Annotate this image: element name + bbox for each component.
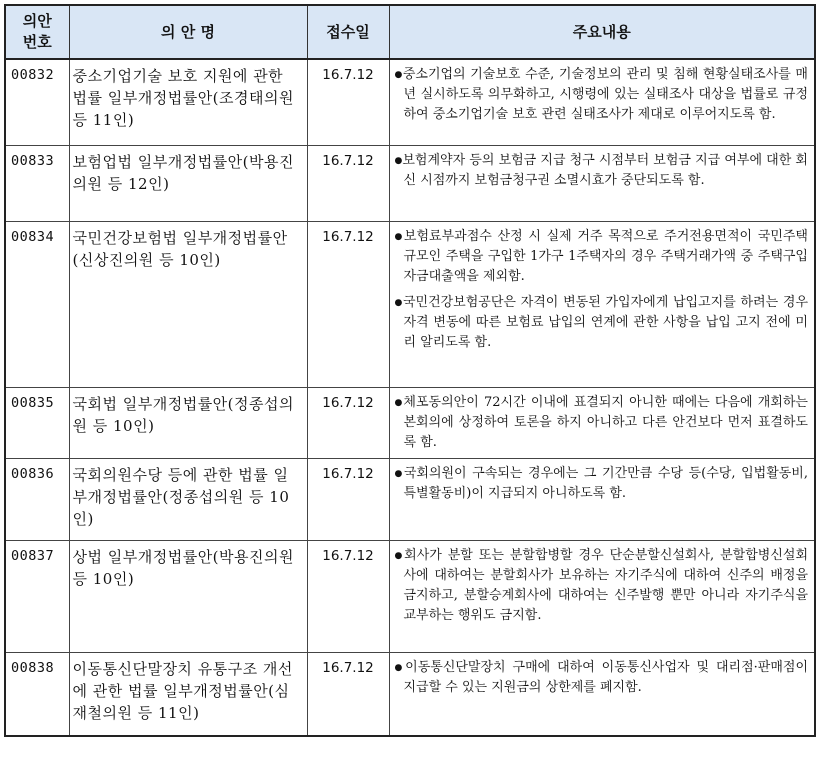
bill-title: 상법 일부개정법률안(박용진의원 등 10인) xyxy=(69,540,307,652)
header-row xyxy=(5,5,815,59)
content-bullet xyxy=(395,65,809,125)
header-bill-title: 의 안 명 xyxy=(69,5,307,59)
bill-content xyxy=(389,221,815,387)
received-date: 16.7.12 xyxy=(307,458,389,540)
content-text: 회사가 분할 또는 분할합병할 경우 단순분할신설회사, 분할합병신설회사에 대하여는 분할회사가 보유하는 자기주식에 대하여 신주의 배정을 금지하고, 분할승계회사에 대하여는 신주발행 뿐만 아니라 자기주식을 교부하는 행위도 금지함. xyxy=(403,547,809,623)
received-date: 16.7.12 xyxy=(307,652,389,736)
bullet-icon: ● xyxy=(394,397,404,408)
bullet-icon: ● xyxy=(394,662,406,673)
bill-number: 00836 xyxy=(5,458,69,540)
header-bill-number-line2: 번호 xyxy=(22,33,52,51)
header-bill-number-line1: 의안 xyxy=(22,12,52,30)
bullet-icon: ● xyxy=(394,468,404,479)
bill-rows xyxy=(5,59,815,736)
content-text: 국회의원이 구속되는 경우에는 그 기간만큼 수당 등(수당, 입법활동비, 특별활동비)이 지급되지 아니하도록 함. xyxy=(403,465,808,501)
content-bullet xyxy=(395,393,809,453)
bill-content xyxy=(389,652,815,736)
table-row xyxy=(5,387,815,458)
bullet-icon: ● xyxy=(394,297,403,308)
received-date: 16.7.12 xyxy=(307,145,389,221)
received-date: 16.7.12 xyxy=(307,59,389,145)
content-text: 보험계약자 등의 보험금 지급 청구 시점부터 보험금 지급 여부에 대한 회신 시점까지 보험금청구권 소멸시효가 중단되도록 함. xyxy=(402,152,808,188)
bill-title: 국민건강보험법 일부개정법률안(신상진의원 등 10인) xyxy=(69,221,307,387)
bill-content xyxy=(389,387,815,458)
bill-title: 보험업법 일부개정법률안(박용진의원 등 12인) xyxy=(69,145,307,221)
content-text: 이동통신단말장치 구매에 대하여 이동통신사업자 및 대리점·판매점이 지급할 수 있는 지원금의 상한제를 폐지함. xyxy=(403,659,808,695)
table-row xyxy=(5,59,815,145)
bill-content xyxy=(389,540,815,652)
bill-table xyxy=(4,4,816,737)
received-date: 16.7.12 xyxy=(307,540,389,652)
bullet-icon: ● xyxy=(394,155,403,166)
table-row xyxy=(5,221,815,387)
bullet-icon: ● xyxy=(394,231,404,242)
content-bullet xyxy=(395,658,809,698)
header-bill-number xyxy=(5,5,69,59)
content-bullet xyxy=(395,151,809,191)
bill-title: 이동통신단말장치 유통구조 개선에 관한 법률 일부개정법률안(심재철의원 등 11인) xyxy=(69,652,307,736)
table-row xyxy=(5,458,815,540)
content-text: 중소기업의 기술보호 수준, 기술정보의 관리 및 침해 현황실태조사를 매년 실시하도록 의무화하고, 시행령에 있는 실태조사 대상을 법률로 규정하여 중소기업기술 보호 관련 실태조사가 제대로 이루어지도록 함. xyxy=(402,67,808,122)
bill-table-frame xyxy=(4,4,814,737)
table-row xyxy=(5,540,815,652)
content-bullet xyxy=(395,293,809,353)
received-date: 16.7.12 xyxy=(307,387,389,458)
bill-content xyxy=(389,145,815,221)
bill-number: 00838 xyxy=(5,652,69,736)
content-bullet xyxy=(395,546,809,626)
bill-content xyxy=(389,458,815,540)
bill-title: 중소기업기술 보호 지원에 관한 법률 일부개정법률안(조경태의원 등 11인) xyxy=(69,59,307,145)
bill-number: 00834 xyxy=(5,221,69,387)
header-main-content: 주요내용 xyxy=(389,5,815,59)
bill-content xyxy=(389,59,815,145)
header-received-date: 접수일 xyxy=(307,5,389,59)
bill-number: 00832 xyxy=(5,59,69,145)
table-row xyxy=(5,652,815,736)
bullet-icon: ● xyxy=(394,550,405,561)
bill-title: 국회법 일부개정법률안(정종섭의원 등 10인) xyxy=(69,387,307,458)
bill-number: 00837 xyxy=(5,540,69,652)
bill-number: 00835 xyxy=(5,387,69,458)
received-date: 16.7.12 xyxy=(307,221,389,387)
content-text: 국민건강보험공단은 자격이 변동된 가입자에게 납입고지를 하려는 경우 자격 변동에 따른 보험료 납입의 연계에 관한 사항을 납입 고지 전에 미리 알리도록 함. xyxy=(402,294,808,350)
content-text: 보험료부과점수 산정 시 실제 거주 목적으로 주거전용면적이 국민주택규모인 주택을 구입한 1가구 1주택자의 경우 주택거래가액 중 주택구입자금대출액을 제외함. xyxy=(403,228,808,284)
bill-number: 00833 xyxy=(5,145,69,221)
bullet-icon: ● xyxy=(394,70,403,80)
content-bullet xyxy=(395,227,809,287)
content-bullet xyxy=(395,464,809,504)
bill-title: 국회의원수당 등에 관한 법률 일부개정법률안(정종섭의원 등 10인) xyxy=(69,458,307,540)
content-text: 체포동의안이 72시간 이내에 표결되지 아니한 때에는 다음에 개회하는 본회의에 상정하여 토론을 하지 아니하고 다른 안건보다 먼저 표결하도록 함. xyxy=(403,394,808,450)
table-row xyxy=(5,145,815,221)
